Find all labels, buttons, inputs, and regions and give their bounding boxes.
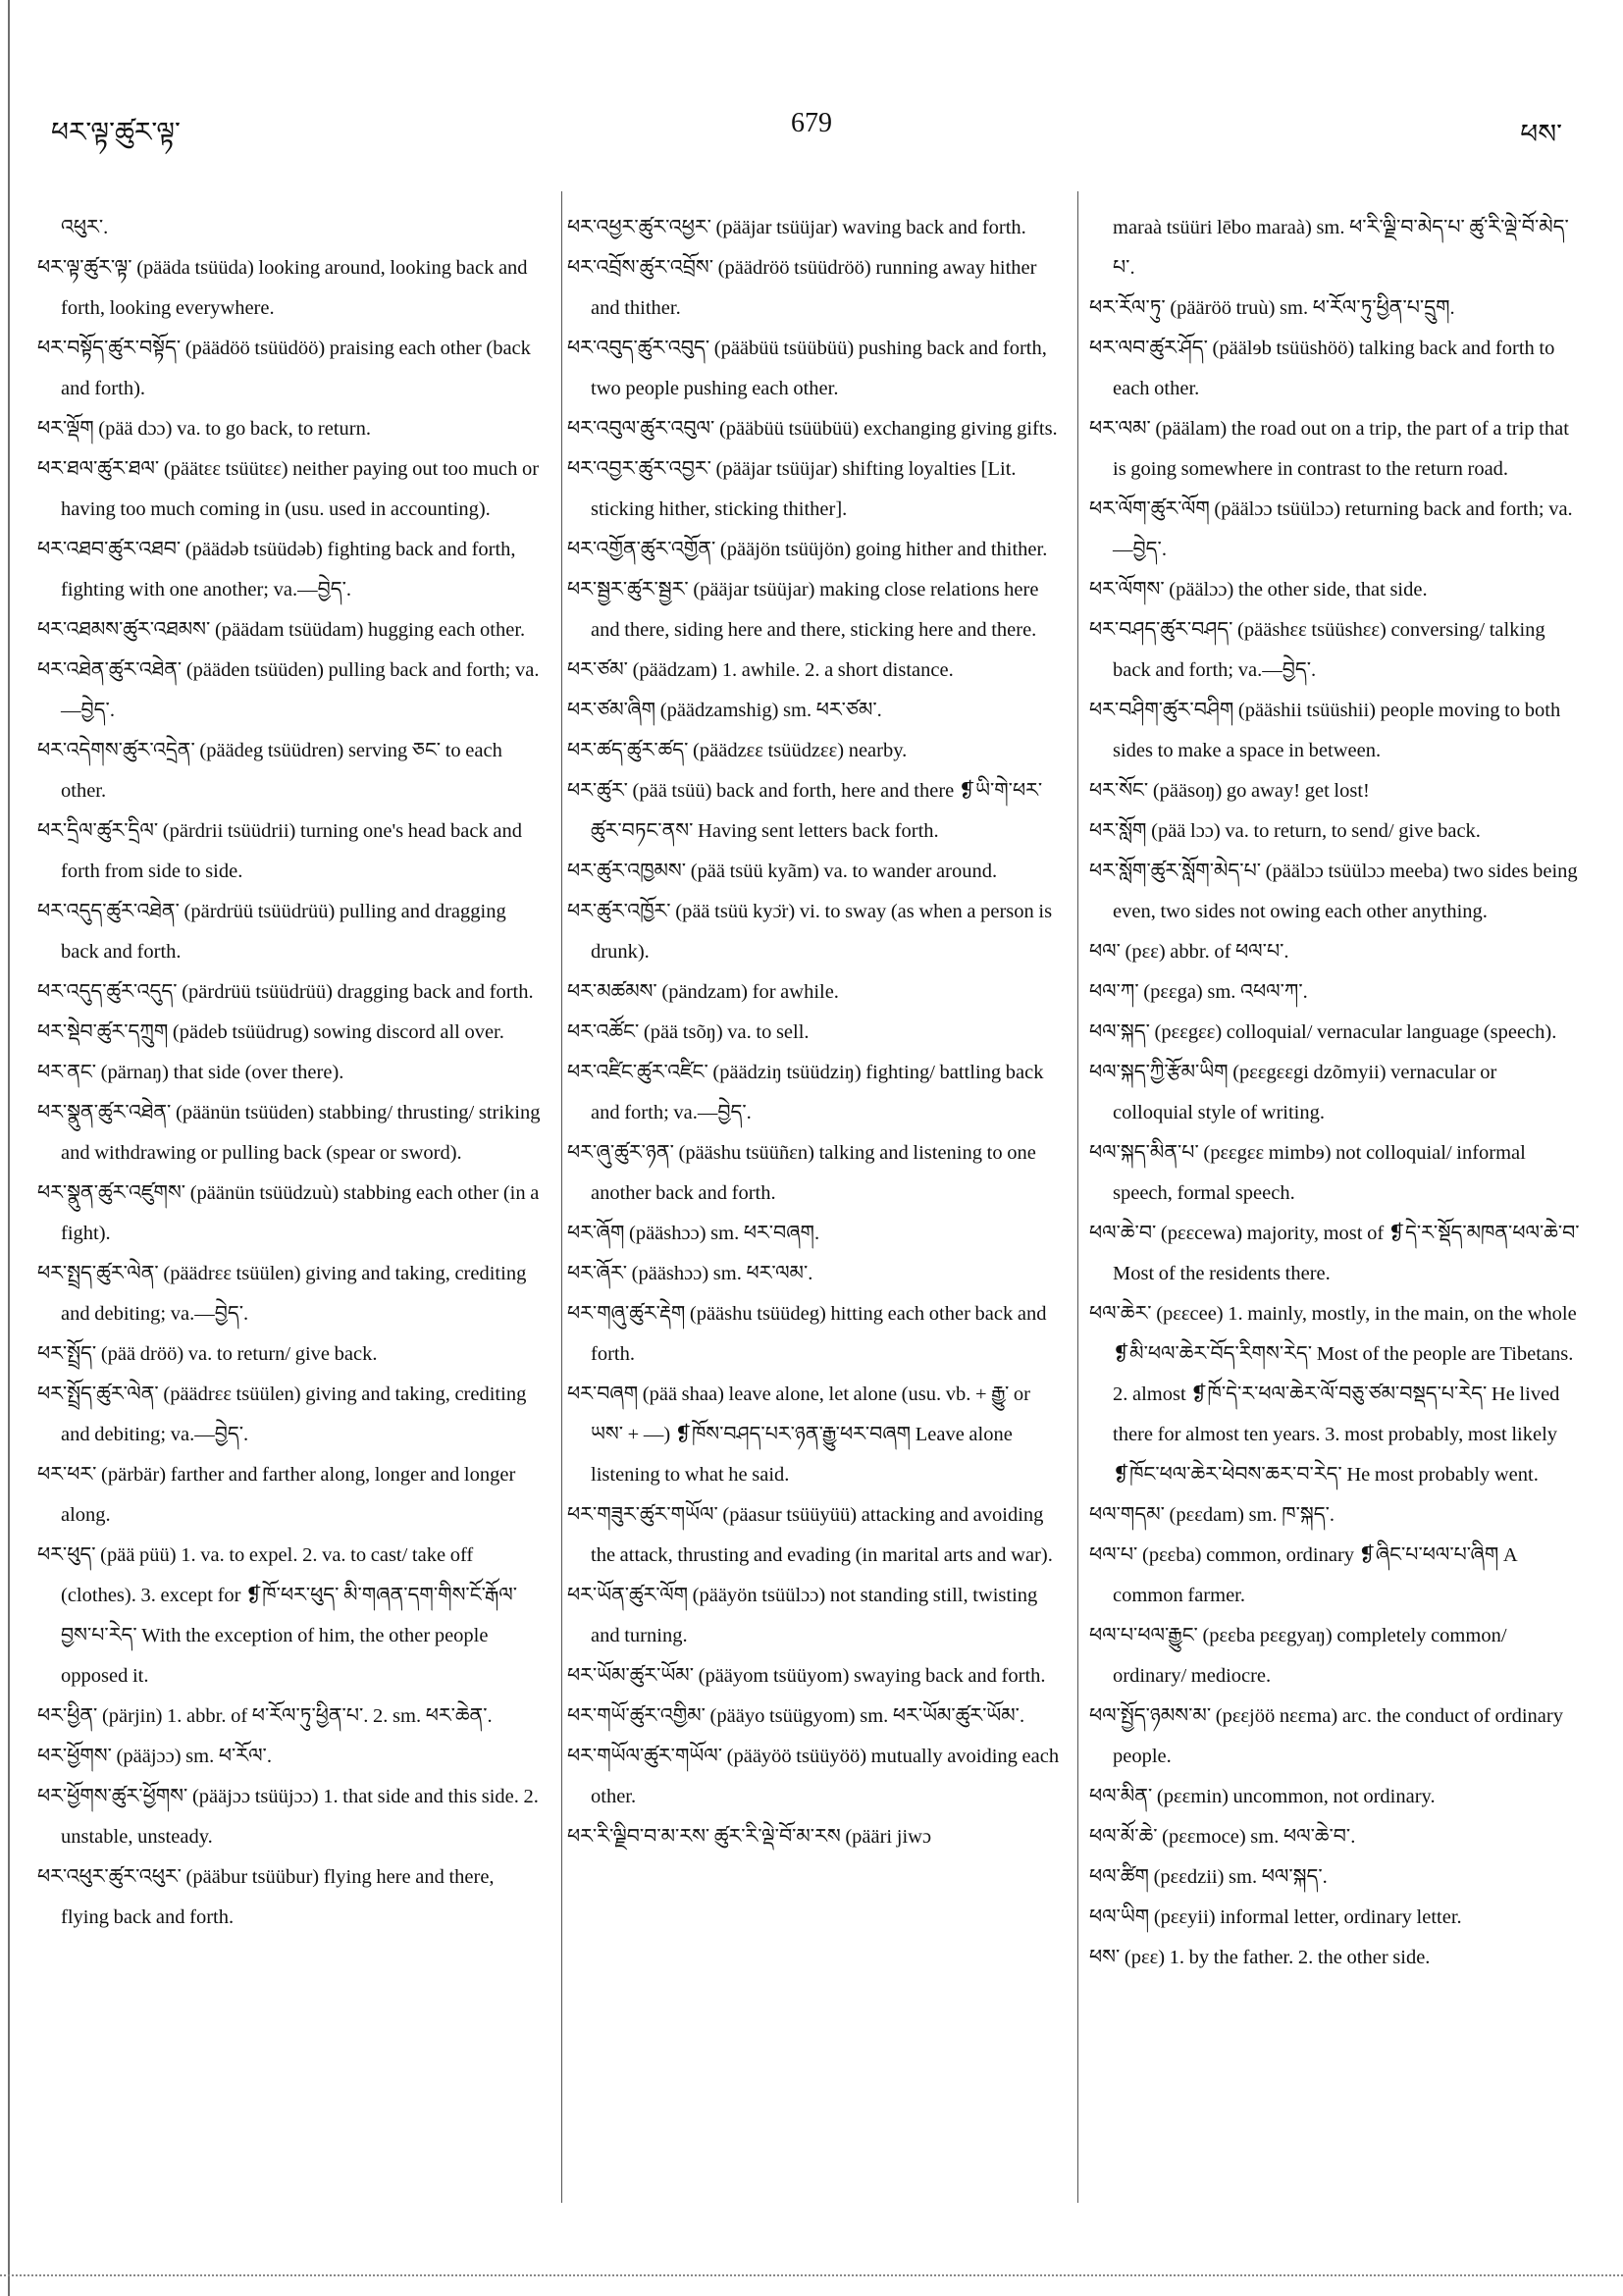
dictionary-entry: ཕལ་ཆེར་ (pɛɛcee) 1. mainly, mostly, in the main, on the whole ❡མི་ཕལ་ཆེར་བོད་རིགས་རེད་ Most of the people are Tibetans. 2. almost ❡ཁོ་དེ་ར་ཕལ་ཆེར་ལོ་བཅུ་ཙམ་བསྡད་པ་རེད་ He lived there for almost ten years. 3. most probably, most likely ❡ཁོང་ཕལ་ཆེར་ཕེབས་ཆར་བ་རེད་ He most probably went. xyxy=(1089,1303,1577,1486)
dictionary-entry: ཕར་འཐམས་ཚུར་འཐམས་ (päädam tsüüdam) hugging each other. xyxy=(37,619,526,641)
dictionary-entry: ཕར་ལྡོག (pää dɔɔ) va. to go back, to return. xyxy=(37,418,371,440)
dictionary-entry: ཕས་ (pɛɛ) 1. by the father. 2. the other side. xyxy=(1089,1947,1431,1968)
page-edge xyxy=(8,0,10,2296)
dictionary-entry: ཕར་འདེགས་ཚུར་འདྲེན་ (päädeg tsüüdren) serving ཅང་ to each other. xyxy=(37,740,502,802)
dictionary-entry: ཕར་སྣུན་ཚུར་འཛུགས་ (päänün tsüüdzuù) stabbing each other (in a fight). xyxy=(37,1182,540,1244)
column-rule xyxy=(561,191,562,2203)
dictionary-entry: ཕར་དྲིལ་ཚུར་དྲིལ་ (pärdrii tsüüdrii) turning one's head back and forth from side to side. xyxy=(37,820,522,882)
dictionary-entry: ཕར་རོལ་ཏུ་ (pääröö truù) sm. ཕ་རོལ་ཏུ་ཕྱིན་པ་དྲུག. xyxy=(1089,297,1455,319)
dictionary-entry: ཕར་ཕྱོགས་ཚུར་ཕྱོགས་ (pääjɔɔ tsüüjɔɔ) 1. that side and this side. 2. unstable, unsteady. xyxy=(37,1786,539,1848)
dictionary-entry: ཕར་ཞོག (pääshɔɔ) sm. ཕར་བཞག. xyxy=(567,1223,820,1244)
dictionary-entry: ཕར་སྤྲོད་ (pää dröö) va. to return/ give back. xyxy=(37,1343,378,1365)
dictionary-entry: ཕར་འགྱོན་ཚུར་འགྱོན་ (pääjön tsüüjön) going hither and thither. xyxy=(567,539,1048,560)
dictionary-entry: ཕར་སློག (pää lɔɔ) va. to return, to send/ give back. xyxy=(1089,820,1481,842)
dictionary-entry: ཕལ་མོ་ཆེ་ (pɛɛmoce) sm. ཕལ་ཆེ་བ་. xyxy=(1089,1826,1356,1848)
dictionary-entry: ཕལ་ཆེ་བ་ (pɛɛcewa) majority, most of ❡དེ་ར་སྡོད་མཁན་ཕལ་ཆེ་བ་ Most of the residents there. xyxy=(1089,1223,1580,1284)
dictionary-entry: ཕར་སྦྱར་ཚུར་སྦྱར་ (pääjar tsüüjar) making close relations here and there, siding here and there, sticking here and there. xyxy=(567,579,1039,641)
dictionary-entry: ཕར་ཐལ་ཚུར་ཐལ་ (päätɛɛ tsüütɛɛ) neither paying out too much or having too much coming in (usu. used in accounting). xyxy=(37,458,540,520)
dictionary-column-2 xyxy=(567,208,1063,1857)
dictionary-entry: ཕར་ཕྱིན་ (pärjin) 1. abbr. of ཕ་རོལ་ཏུ་ཕྱིན་པ་. 2. sm. ཕར་ཆེན་. xyxy=(37,1705,493,1727)
dictionary-entry: ཕར་བཤད་ཚུར་བཤད་ (pääshɛɛ tsüüshɛɛ) conversing/ talking back and forth; va.—བྱེད་. xyxy=(1089,619,1545,681)
dictionary-entry: ཕར་ཕུད་ (pää püü) 1. va. to expel. 2. va. to cast/ take off (clothes). 3. except for ❡ཁོ་ཕར་ཕུད་ མི་གཞན་དག་གིས་ངོ་རྒོལ་བྱས་པ་རེད་ With the exception of him, the other people opposed it. xyxy=(37,1544,518,1687)
dictionary-entry: ཕལ་ཀ་ (pɛɛga) sm. འཕལ་ཀ་. xyxy=(1089,981,1308,1003)
dictionary-entry: ཕར་འཕུར་ཚུར་འཕུར་ (pääbur tsüübur) flying here and there, flying back and forth. xyxy=(37,1866,495,1928)
dictionary-entry: ཕར་འཐབ་ཚུར་འཐབ་ (päädəb tsüüdəb) fighting back and forth, fighting with one another; va.—བྱེད་. xyxy=(37,539,516,600)
dictionary-entry: ཕར་སྡེབ་ཚུར་དཀྲུག (pädeb tsüüdrug) sowing discord all over. xyxy=(37,1021,504,1043)
dictionary-entry: ཕལ་ཡིག (pɛɛyii) informal letter, ordinary letter. xyxy=(1089,1906,1462,1928)
dictionary-entry: ཕར་ཚད་ཚུར་ཚད་ (päädzɛɛ tsüüdzɛɛ) nearby. xyxy=(567,740,908,761)
dictionary-entry: ཕར་འབྱར་ཚུར་འབྱར་ (pääjar tsüüjar) shifting loyalties [Lit. sticking hither, sticking thither]. xyxy=(567,458,1017,520)
running-head-right: ཕས་ xyxy=(1520,118,1562,150)
dictionary-entry: ཕར་ཚུར་ (pää tsüü) back and forth, here and there ❡ཡི་གེ་ཕར་ཚུར་བཏང་ནས་ Having sent letters back forth. xyxy=(567,780,1043,842)
dictionary-entry: ཕར་གཡོ་ཚུར་འགྱིམ་ (pääyo tsüügyom) sm. ཕར་ཡོམ་ཚུར་ཡོམ་. xyxy=(567,1705,1025,1727)
dictionary-entry: ཕལ་པ་ཕལ་རྒྱུང་ (pɛɛba pɛɛgyaŋ) completely common/ ordinary/ mediocre. xyxy=(1089,1625,1507,1687)
dictionary-entry: ཕར་ནང་ (pärnaŋ) that side (over there). xyxy=(37,1062,344,1083)
dictionary-entry: ཕལ་སྐད་མིན་པ་ (pɛɛgɛɛ mimbɘ) not colloquial/ informal speech, formal speech. xyxy=(1089,1142,1526,1204)
dictionary-entry: ཕར་བཞག (pää shaa) leave alone, let alone (usu. vb. + རྒྱུ་ or ཡས་ + —) ❡ཁོས་བཤད་པར་ཉན་རྒྱུ་ཕར་བཞག Leave alone listening to what he said. xyxy=(567,1383,1030,1486)
dictionary-entry: ཕར་འཐེན་ཚུར་འཐེན་ (pääden tsüüden) pulling back and forth; va.—བྱེད་. xyxy=(37,659,540,721)
dictionary-entry: ཕར་ཚུར་འཁྱོར་ (pää tsüü kyɔ̈r) vi. to sway (as when a person is drunk). xyxy=(567,901,1053,963)
dictionary-entry: ཕར་གཟུར་ཚུར་གཡོལ་ (päasur tsüüyüü) attacking and avoiding the attack, thrusting and evading (in marital arts and war). xyxy=(567,1504,1053,1566)
dictionary-entry: ཕལ་སྤྱོད་ཉམས་མ་ (pɛɛjöö nɛɛma) arc. the conduct of ordinary people. xyxy=(1089,1705,1563,1767)
column-rule xyxy=(1077,191,1078,2203)
dictionary-entry: ཕར་ཡོམ་ཚུར་ཡོམ་ (pääyom tsüüyom) swaying back and forth. xyxy=(567,1665,1046,1687)
dictionary-entry: ཕར་གཞུ་ཚུར་རྡེག (pääshu tsüüdeg) hitting each other back and forth. xyxy=(567,1303,1047,1365)
dictionary-entry: ཕར་ལམ་ (päälam) the road out on a trip, the part of a trip that is going somewhere in contrast to the return road. xyxy=(1089,418,1569,480)
dictionary-entry: ཕལ་གདམ་ (pɛɛdam) sm. ཁ་སྐད་. xyxy=(1089,1504,1335,1526)
dictionary-entry: ཕལ་སྐད་ཀྱི་རྩོམ་ཡིག (pɛɛgɛɛgi dzõmyii) vernacular or colloquial style of writing. xyxy=(1089,1062,1497,1123)
dictionary-entry: ཕར་ལྟ་ཚུར་ལྟ་ (pääda tsüüda) looking around, looking back and forth, looking everywhere. xyxy=(37,257,528,319)
dictionary-column-3 xyxy=(1089,208,1580,1978)
dictionary-entry: maraà tsüüri lēbo maraà) sm. ཕ་རི་ལྗི་བ་མེད་པ་ ཚུ་རི་ལྡེ་བོ་མེད་པ་. xyxy=(1113,217,1569,279)
dictionary-entry: ཕར་ཕར་ (pärbär) farther and farther along, longer and longer along. xyxy=(37,1464,516,1526)
dictionary-entry: ཕལ་སྐད་ (pɛɛgɛɛ) colloquial/ vernacular language (speech). xyxy=(1089,1021,1557,1043)
dictionary-entry: ཕར་བཤིག་ཚུར་བཤིག (pääshii tsüüshii) people moving to both sides to make a space in between. xyxy=(1089,700,1561,761)
dictionary-entry: ཕར་འཚོང་ (pää tsõŋ) va. to sell. xyxy=(567,1021,810,1043)
dictionary-entry: ཕར་སྤྲོད་ཚུར་ལེན་ (päädrɛɛ tsüülen) giving and taking, crediting and debiting; va.—བྱེད་. xyxy=(37,1383,527,1445)
dictionary-entry: ཕར་ཕྱོགས་ (pääjɔɔ) sm. ཕ་རོལ་. xyxy=(37,1746,272,1767)
dictionary-entry: ཕར་འབུད་ཚུར་འབུད་ (pääbüü tsüübüü) pushing back and forth, two people pushing each other. xyxy=(567,338,1047,399)
dictionary-entry: ཕར་སོང་ (pääsoŋ) go away! get lost! xyxy=(1089,780,1370,802)
dictionary-entry: ཕར་བསྟོད་ཚུར་བསྟོད་ (päädöö tsüüdöö) praising each other (back and forth). xyxy=(37,338,531,399)
page-bottom-edge xyxy=(0,2274,1623,2278)
dictionary-entry: ཕལ་པ་ (pɛɛba) common, ordinary ❡ཞིང་པ་ཕལ་པ་ཞིག A common farmer. xyxy=(1089,1544,1517,1606)
dictionary-entry: ཕལ་མིན་ (pɛɛmin) uncommon, not ordinary. xyxy=(1089,1786,1436,1807)
dictionary-entry: ཕར་ལོག་ཚུར་ལོག (päälɔɔ tsüülɔɔ) returning back and forth; va.—བྱེད་. xyxy=(1089,498,1573,560)
dictionary-entry: ཕར་ལོགས་ (päälɔɔ) the other side, that side. xyxy=(1089,579,1428,600)
dictionary-entry: ཕར་ཚུར་འཁྱམས་ (pää tsüü kyãm) va. to wander around. xyxy=(567,861,998,882)
dictionary-entry: ཕར་སློག་ཚུར་སློག་མེད་པ་ (päälɔɔ tsüülɔɔ meeba) two sides being even, two sides not owing each other anything. xyxy=(1089,861,1578,922)
dictionary-entry: ཕར་ཡོན་ཚུར་ལོག (pääyön tsüülɔɔ) not standing still, twisting and turning. xyxy=(567,1585,1038,1646)
dictionary-entry: ཕར་འབྲོས་ཚུར་འབྲོས་ (päädröö tsüüdröö) running away hither and thither. xyxy=(567,257,1037,319)
dictionary-entry: ཕར་འདུད་ཚུར་འཐེན་ (pärdrüü tsüüdrüü) pulling and dragging back and forth. xyxy=(37,901,506,963)
dictionary-entry: ཕར་ཞོར་ (pääshɔɔ) sm. ཕར་ལམ་. xyxy=(567,1263,813,1284)
dictionary-entry: ཕར་སྤྲད་ཚུར་ལེན་ (päädrɛɛ tsüülen) giving and taking, crediting and debiting; va.—བྱེད་. xyxy=(37,1263,527,1325)
dictionary-entry: ཕར་འཛིང་ཚུར་འཛིང་ (päädziŋ tsüüdziŋ) fighting/ battling back and forth; va.—བྱེད་. xyxy=(567,1062,1044,1123)
page-number: 679 xyxy=(791,108,832,138)
dictionary-entry: ཕར་ལབ་ཚུར་ཤོད་ (päälɘb tsüüshöö) talking back and forth to each other. xyxy=(1089,338,1555,399)
dictionary-entry: ཕར་ཞུ་ཚུར་ཉན་ (pääshu tsüüñɛn) talking and listening to one another back and forth. xyxy=(567,1142,1036,1204)
dictionary-entry: ཕར་སྣུན་ཚུར་འཐེན་ (päänün tsüüden) stabbing/ thrusting/ striking and withdrawing or pulling back (spear or sword). xyxy=(37,1102,541,1164)
dictionary-entry: འཕུར་. xyxy=(61,217,109,238)
dictionary-entry: ཕར་འདུད་ཚུར་འདུད་ (pärdrüü tsüüdrüü) dragging back and forth. xyxy=(37,981,534,1003)
dictionary-entry: ཕར་མཚམས་ (pändzam) for awhile. xyxy=(567,981,839,1003)
dictionary-entry: ཕར་འབུལ་ཚུར་འབུལ་ (pääbüü tsüübüü) exchanging giving gifts. xyxy=(567,418,1058,440)
dictionary-entry: ཕར་གཡོལ་ཚུར་གཡོལ་ (pääyöö tsüüyöö) mutually avoiding each other. xyxy=(567,1746,1060,1807)
dictionary-entry: ཕལ་ (pɛɛ) abbr. of ཕལ་པ་. xyxy=(1089,941,1289,963)
dictionary-column-1 xyxy=(37,208,543,1938)
dictionary-entry: ཕར་འཕྱར་ཚུར་འཕྱར་ (pääjar tsüüjar) waving back and forth. xyxy=(567,217,1026,238)
dictionary-entry: ཕལ་ཚིག (pɛɛdzii) sm. ཕལ་སྐད་. xyxy=(1089,1866,1328,1888)
running-head-left: ཕར་ལྟ་ཚུར་ལྟ་ xyxy=(51,116,181,148)
dictionary-entry: ཕར་རི་ལྗིབ་བ་མ་རས་ ཚུར་རི་ལྡེ་བོ་མ་རས (pääri jiwɔ xyxy=(567,1826,932,1848)
dictionary-entry: ཕར་ཙམ་ (päädzam) 1. awhile. 2. a short distance. xyxy=(567,659,954,681)
dictionary-entry: ཕར་ཙམ་ཞིག (päädzamshig) sm. ཕར་ཙམ་. xyxy=(567,700,882,721)
